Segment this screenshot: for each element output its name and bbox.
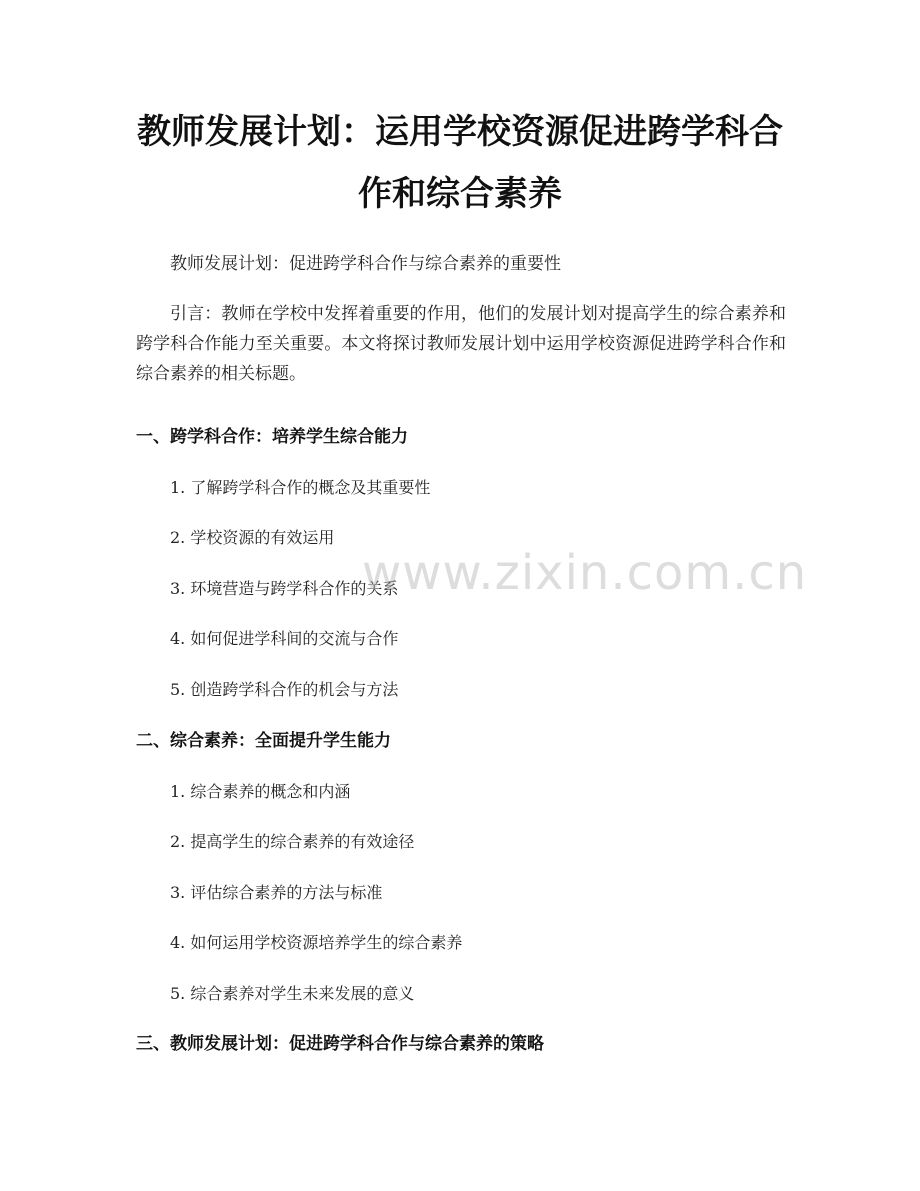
section-heading-3: 三、教师发展计划：促进跨学科合作与综合素养的策略 <box>136 1034 544 1054</box>
watermark: www.zixin.com.cn <box>362 545 808 601</box>
subtitle-paragraph: 教师发展计划：促进跨学科合作与综合素养的重要性 <box>170 254 561 274</box>
list-item: 2. 学校资源的有效运用 <box>170 528 335 547</box>
list-item: 4. 如何促进学科间的交流与合作 <box>170 629 399 648</box>
section-heading-2: 二、综合素养：全面提升学生能力 <box>136 731 391 751</box>
document-title-line-1: 教师发展计划：运用学校资源促进跨学科合 <box>137 112 783 152</box>
section-heading-1: 一、跨学科合作：培养学生综合能力 <box>136 427 408 447</box>
list-item: 1. 了解跨学科合作的概念及其重要性 <box>170 478 431 497</box>
list-item: 3. 评估综合素养的方法与标准 <box>170 883 383 902</box>
list-item: 5. 综合素养对学生未来发展的意义 <box>170 984 415 1003</box>
list-item: 1. 综合素养的概念和内涵 <box>170 782 351 801</box>
list-item: 4. 如何运用学校资源培养学生的综合素养 <box>170 933 463 952</box>
document-title-line-2: 作和综合素养 <box>358 174 562 214</box>
list-item: 3. 环境营造与跨学科合作的关系 <box>170 579 399 598</box>
list-item: 2. 提高学生的综合素养的有效途径 <box>170 832 415 851</box>
intro-paragraph: 引言：教师在学校中发挥着重要的作用，他们的发展计划对提高学生的综合素养和跨学科合作能力至关重要。本文将探讨教师发展计划中运用学校资源促进跨学科合作和综合素养的相关标题。 <box>136 304 786 384</box>
list-item: 5. 创造跨学科合作的机会与方法 <box>170 680 399 699</box>
